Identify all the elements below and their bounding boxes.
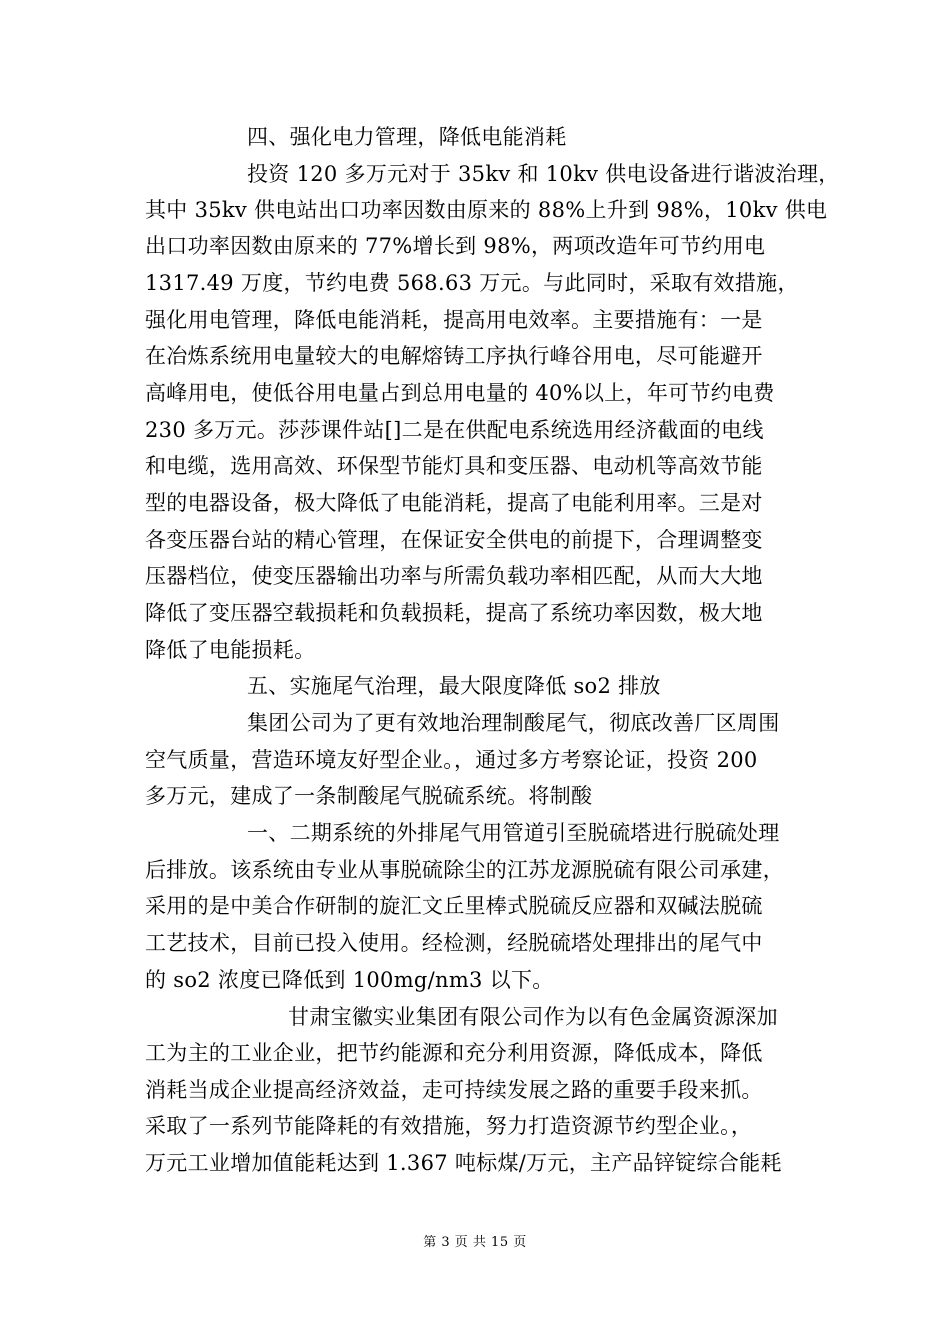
section-heading-five: 五、实施尾气治理，最大限度降低 so2 排放 [247, 674, 661, 698]
paragraph-line: 230 多万元。莎莎课件站[]二是在供配电系统选用经济截面的电线 [145, 418, 764, 442]
paragraph-line: 采取了一系列节能降耗的有效措施，努力打造资源节约型企业。， [145, 1114, 753, 1138]
paragraph-line: 降低了变压器空载损耗和负载损耗，提高了系统功率因数，极大地 [145, 601, 763, 625]
paragraph-line: 投资 120 多万元对于 35kv 和 10kv 供电设备进行谐波治理， [247, 162, 840, 186]
paragraph-line: 一、二期系统的外排尾气用管道引至脱硫塔进行脱硫处理 [247, 821, 780, 845]
paragraph-line: 高峰用电，使低谷用电量占到总用电量的 40%以上，年可节约电费 [145, 381, 775, 405]
paragraph-line: 工为主的工业企业，把节约能源和充分利用资源，降低成本，降低 [145, 1041, 763, 1065]
paragraph-line: 在冶炼系统用电量较大的电解熔铸工序执行峰谷用电，尽可能避开 [145, 344, 763, 368]
paragraph-line: 其中 35kv 供电站出口功率因数由原来的 88%上升到 98%，10kv 供电 [145, 198, 828, 222]
section-heading-four: 四、强化电力管理，降低电能消耗 [247, 125, 567, 149]
paragraph-line: 的 so2 浓度已降低到 100mg/nm3 以下。 [145, 968, 554, 992]
paragraph-line: 工艺技术，目前已投入使用。经检测，经脱硫塔处理排出的尾气中 [145, 931, 763, 955]
paragraph-line: 和电缆，选用高效、环保型节能灯具和变压器、电动机等高效节能 [145, 454, 763, 478]
paragraph-line: 强化用电管理，降低电能消耗，提高用电效率。主要措施有：一是 [145, 308, 763, 332]
paragraph-line: 甘肃宝徽实业集团有限公司作为以有色金属资源深加 [288, 1005, 778, 1029]
paragraph-line: 后排放。该系统由专业从事脱硫除尘的江苏龙源脱硫有限公司承建， [145, 858, 784, 882]
paragraph-line: 出口功率因数由原来的 77%增长到 98%，两项改造年可节约用电 [145, 234, 766, 258]
paragraph-line: 消耗当成企业提高经济效益，走可持续发展之路的重要手段来抓。 [145, 1078, 763, 1102]
paragraph-line: 采用的是中美合作研制的旋汇文丘里棒式脱硫反应器和双碱法脱硫 [145, 894, 763, 918]
paragraph-line: 多万元，建成了一条制酸尾气脱硫系统。将制酸 [145, 784, 593, 808]
paragraph-line: 各变压器台站的精心管理，在保证安全供电的前提下，合理调整变 [145, 528, 763, 552]
paragraph-line: 压器档位，使变压器输出功率与所需负载功率相匹配，从而大大地 [145, 564, 763, 588]
page-number-footer: 第 3 页 共 15 页 [423, 1235, 527, 1250]
paragraph-line: 1317.49 万度，节约电费 568.63 万元。与此同时，采取有效措施， [145, 271, 799, 295]
paragraph-line: 万元工业增加值能耗达到 1.367 吨标煤/万元，主产品锌锭综合能耗 [145, 1151, 782, 1175]
paragraph-line: 集团公司为了更有效地治理制酸尾气，彻底改善厂区周围 [247, 711, 780, 735]
paragraph-line: 型的电器设备，极大降低了电能消耗，提高了电能利用率。三是对 [145, 491, 763, 515]
paragraph-line: 降低了电能损耗。 [145, 638, 316, 662]
paragraph-line: 空气质量，营造环境友好型企业。，通过多方考察论证，投资 200 [145, 748, 758, 772]
